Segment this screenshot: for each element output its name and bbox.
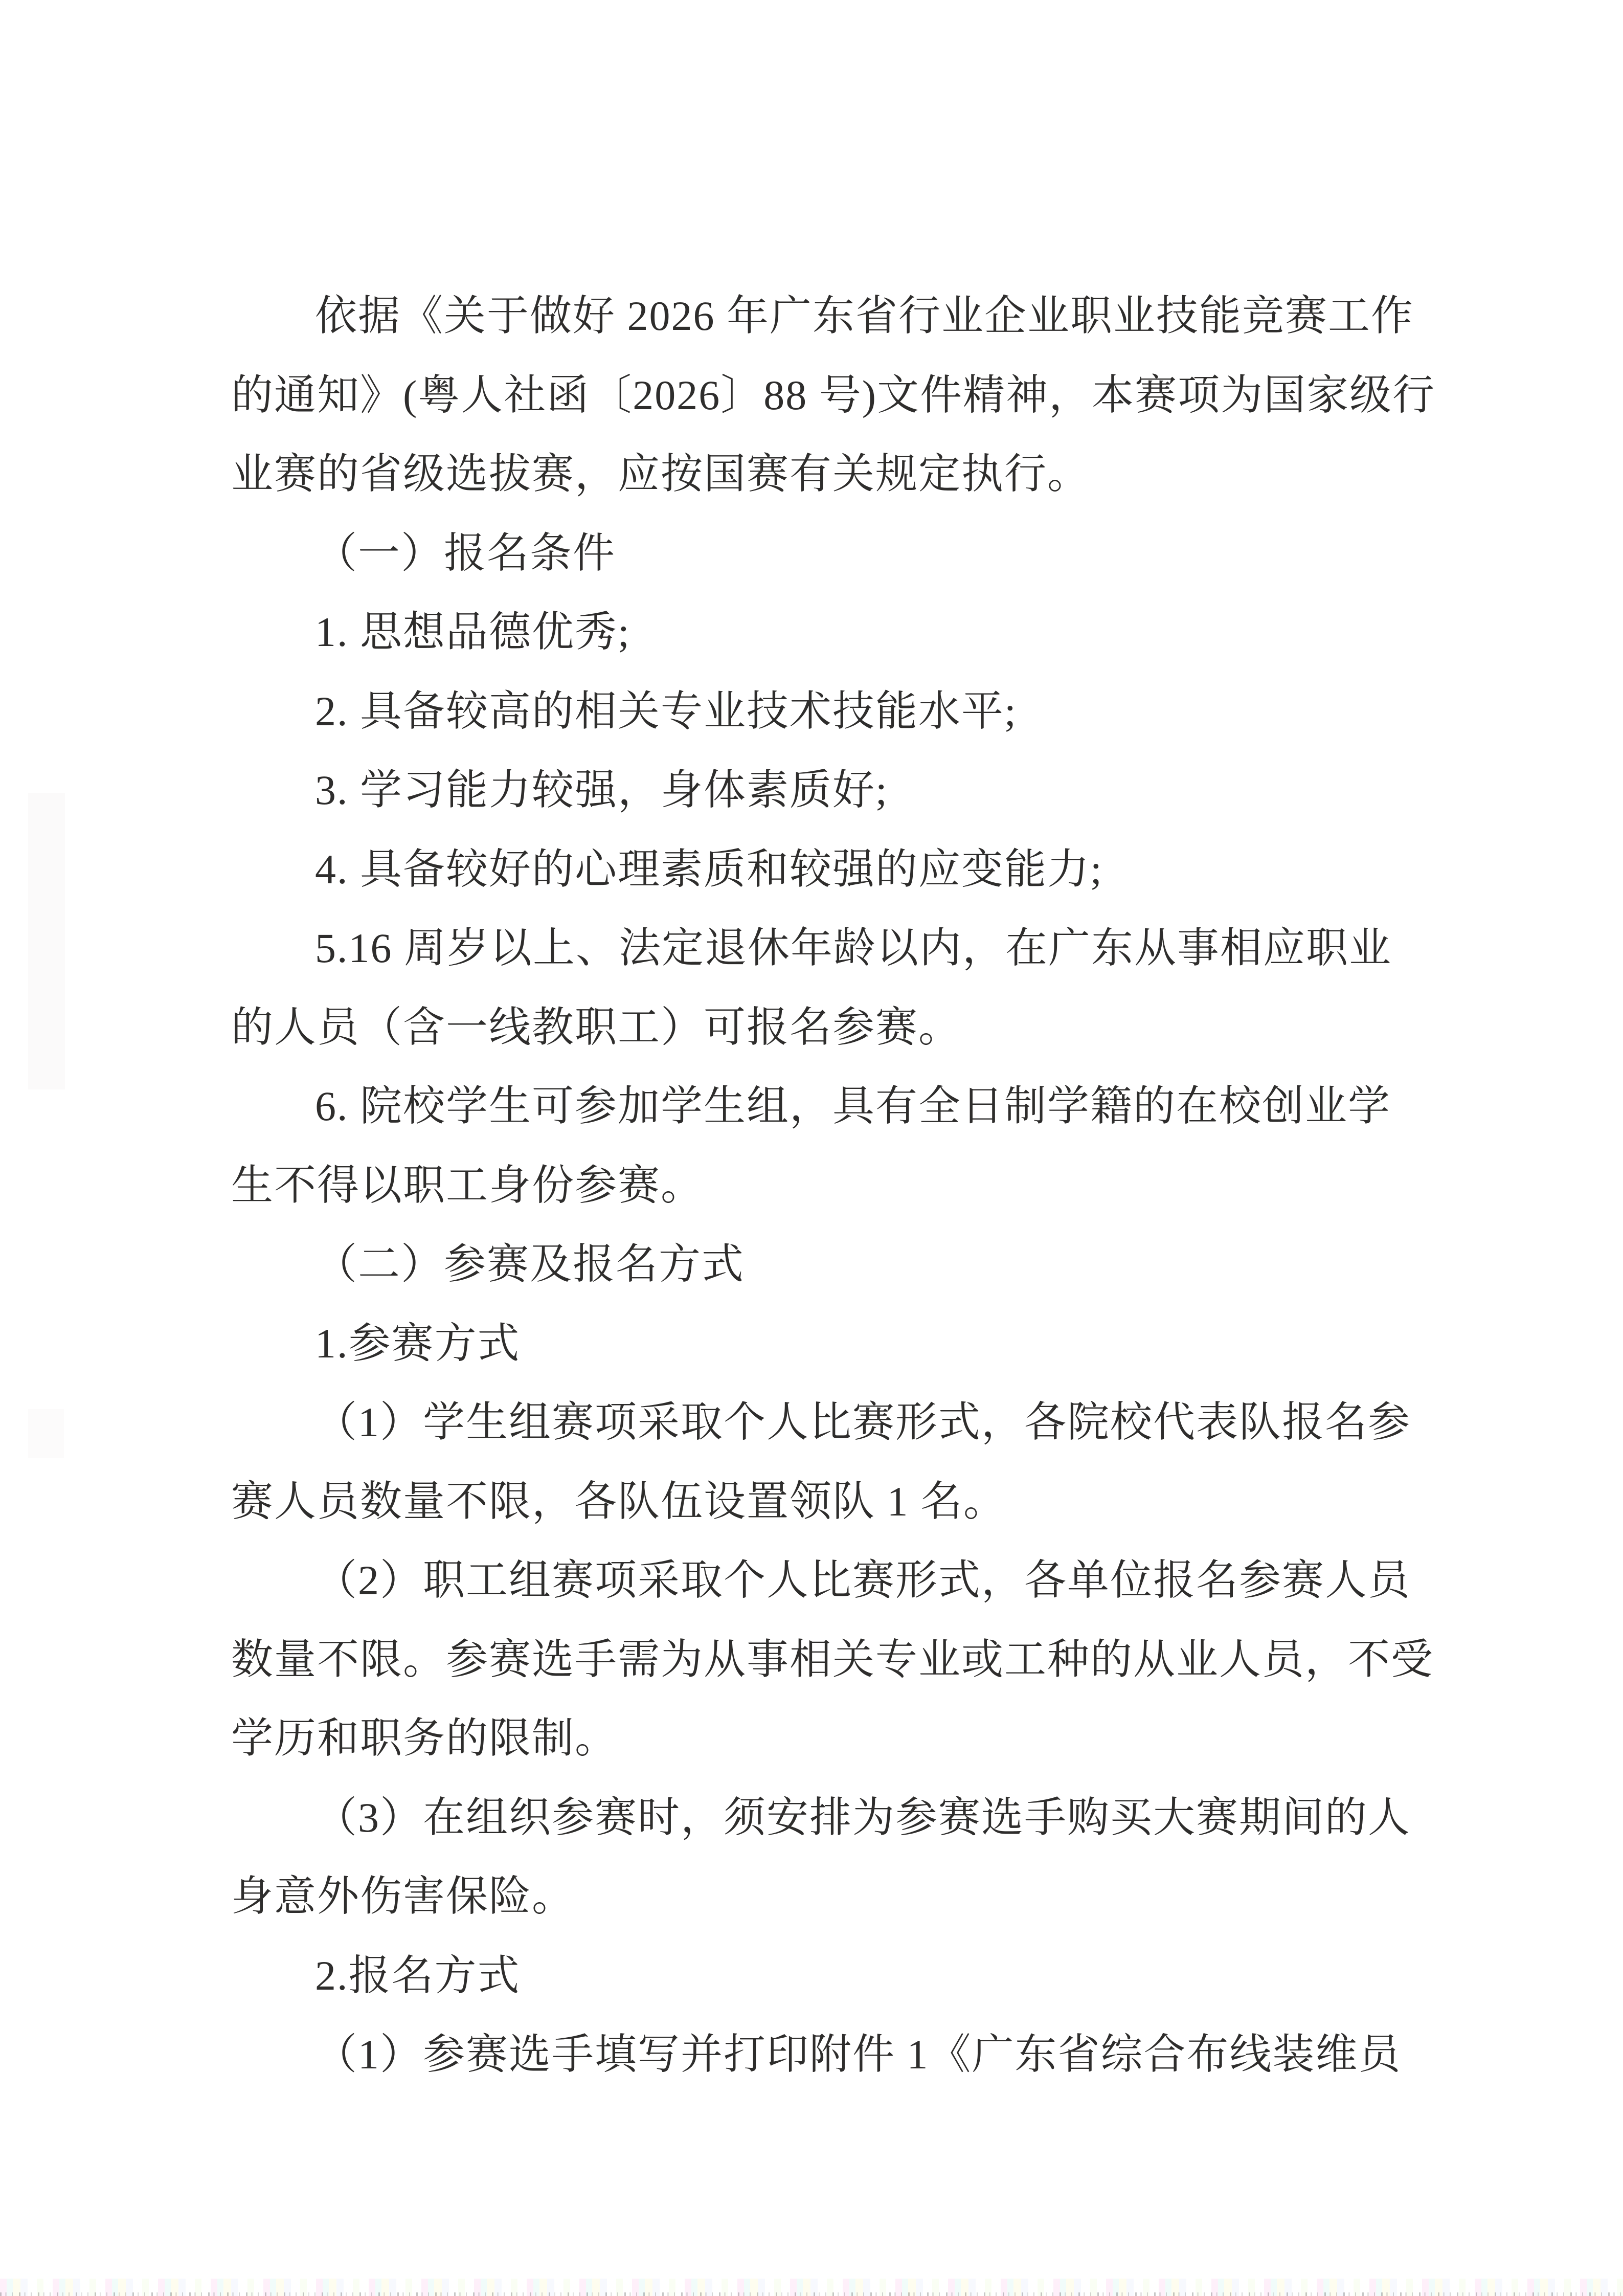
document-body [231,277,1438,2094]
text-line: （一）报名条件 [315,529,616,576]
text-line: （1）学生组赛项采取个人比赛形式，各院校代表队报名参 [315,1399,1411,1445]
text-line: 数量不限。参赛选手需为从事相关专业或工种的从业人员，不受 [231,1636,1434,1683]
text-line: 身意外伤害保险。 [231,1873,575,1920]
text-line: 赛人员数量不限，各队伍设置领队 1 名。 [231,1478,1007,1525]
text-line: 6. 院校学生可参加学生组，具有全日制学籍的在校创业学 [315,1083,1391,1129]
text-line: 业赛的省级选拔赛，应按国赛有关规定执行。 [231,451,1091,497]
scan-noise-edge [0,2292,1623,2296]
text-line: 4. 具备较好的心理素质和较强的应变能力; [315,845,1103,893]
text-line: 1. 思想品德优秀; [315,609,630,655]
scan-smudge [28,793,65,1089]
text-line: 2. 具备较高的相关专业技术技能水平; [315,687,1017,734]
text-line: 的人员（含一线教职工）可报名参赛。 [231,1004,962,1051]
text-line: 学历和职务的限制。 [231,1715,618,1762]
text-line: （2）职工组赛项采取个人比赛形式，各单位报名参赛人员 [315,1557,1411,1603]
text-line: 的通知》(粤人社函〔2026〕88 号)文件精神，本赛项为国家级行 [231,371,1436,418]
text-line: （3）在组织参赛时，须安排为参赛选手购买大赛期间的人 [315,1794,1411,1841]
text-line: 3. 学习能力较强，身体素质好; [315,767,888,813]
scan-smudge [28,1409,64,1458]
text-line: 2.报名方式 [315,1952,521,1999]
text-line: （1）参赛选手填写并打印附件 1《广东省综合布线装维员 [315,2031,1402,2078]
text-line: 5.16 周岁以上、法定退休年龄以内，在广东从事相应职业 [315,925,1392,971]
text-line: 1.参赛方式 [315,1320,521,1367]
text-line: 依据《关于做好 2026 年广东省行业企业职业技能竞赛工作 [315,293,1414,339]
text-line: 生不得以职工身份参赛。 [231,1162,704,1209]
text-line: （二）参赛及报名方式 [315,1241,745,1287]
